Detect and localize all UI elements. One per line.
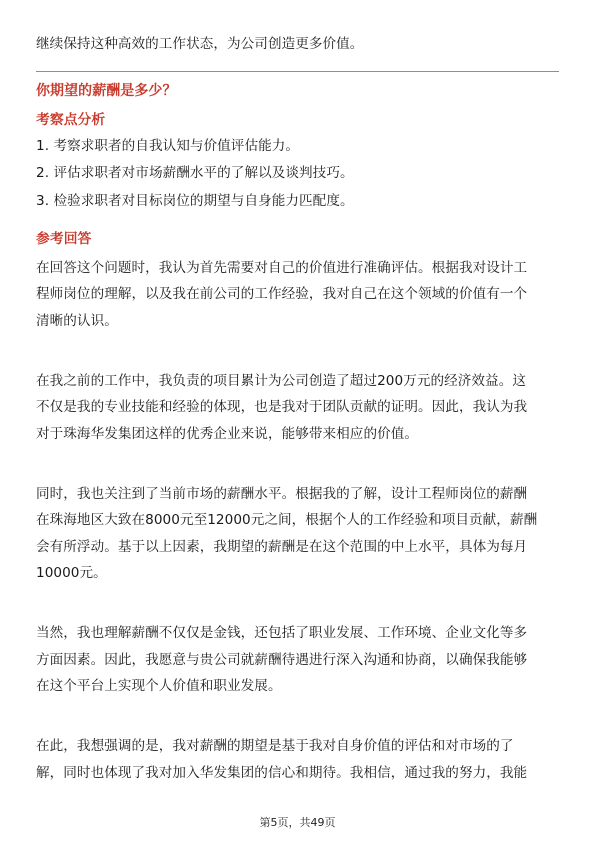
answer-paragraph-line: 对于珠海华发集团这样的优秀企业来说，能够带来相应的价值。 [36,426,419,442]
answer-paragraph-line: 在此，我想强调的是，我对薪酬的期望是基于我对自身价值的评估和对市场的了 [36,738,514,754]
page-footer: 第5页，共49页 [259,816,336,829]
answer-paragraph-line: 在回答这个问题时，我认为首先需要对自己的价值进行准确评估。根据我对设计工 [36,260,528,276]
answer-heading: 参考回答 [36,231,92,247]
answer-paragraph-line: 解，同时也体现了我对加入华发集团的信心和期待。我相信，通过我的努力，我能 [36,765,528,781]
analysis-item: 2. 评估求职者对市场薪酬水平的了解以及谈判技巧。 [36,165,354,181]
intro-line: 继续保持这种高效的工作状态，为公司创造更多价值。 [36,36,364,52]
question-title: 你期望的薪酬是多少？ [36,83,177,99]
analysis-item: 3. 检验求职者对目标岗位的期望与自身能力匹配度。 [36,193,354,209]
answer-paragraph-line: 在这个平台上实现个人价值和职业发展。 [36,678,282,694]
answer-paragraph-line: 程师岗位的理解，以及我在前公司的工作经验，我对自己在这个领域的价值有一个 [36,286,528,302]
answer-paragraph-line: 在我之前的工作中，我负责的项目累计为公司创造了超过200万元的经济效益。这 [36,373,526,389]
answer-paragraph-line: 会有所浮动。基于以上因素，我期望的薪酬是在这个范围的中上水平，具体为每月 [36,539,528,555]
answer-paragraph-line: 在珠海地区大致在8000元至12000元之间，根据个人的工作经验和项目贡献，薪酬 [36,512,538,528]
analysis-item: 1. 考察求职者的自我认知与价值评估能力。 [36,138,300,154]
section-divider [36,71,559,72]
answer-paragraph-line: 不仅是我的专业技能和经验的体现，也是我对于团队贡献的证明。因此，我认为我 [36,399,528,415]
answer-paragraph-line: 同时，我也关注到了当前市场的薪酬水平。根据我的了解，设计工程师岗位的薪酬 [36,486,528,502]
answer-paragraph-line: 当然，我也理解薪酬不仅仅是金钱，还包括了职业发展、工作环境、企业文化等多 [36,625,528,641]
answer-paragraph-line: 方面因素。因此，我愿意与贵公司就薪酬待遇进行深入沟通和协商，以确保我能够 [36,652,528,668]
answer-paragraph-line: 清晰的认识。 [36,313,118,329]
analysis-heading: 考察点分析 [36,112,106,128]
answer-paragraph-line: 10000元。 [36,565,107,581]
